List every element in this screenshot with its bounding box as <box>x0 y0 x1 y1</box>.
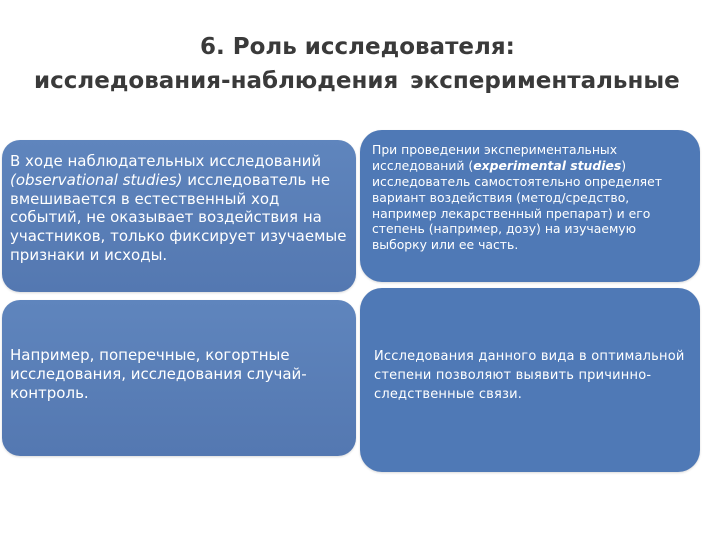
observational-examples-box <box>2 300 356 456</box>
experimental-description-text: При проведении экспериментальных исследований (experimental studies) исследователь самостоятельно определяет вариант воздействия (метод/средство, например лекарственный препарат) и его степень (например, дозу) на изучаемую выборку или ее часть. <box>372 142 662 253</box>
slide-title: 6. Роль исследователя: <box>200 34 515 60</box>
observational-description-box <box>2 140 356 292</box>
experimental-description-box <box>360 130 700 282</box>
observational-description-text: В ходе наблюдательных исследований (observational studies) исследователь не вмешивается в естественный ход событий, не оказывает воздействия на участников, только фиксирует изучаемые признаки и исходы. <box>10 152 347 264</box>
column-heading-observational: исследования-наблюдения <box>34 68 399 94</box>
observational-examples-text: Например, поперечные, когортные исследования, исследования случай-контроль. <box>10 346 307 402</box>
experimental-advantage-box <box>360 288 700 472</box>
observational-term: (observational studies) <box>10 170 183 189</box>
column-heading-experimental: экспериментальные <box>410 68 680 94</box>
experimental-advantage-text: Исследования данного вида в оптимальной степени позволяют выявить причинно-следственные связи. <box>374 349 685 402</box>
experimental-term: experimental studies <box>473 157 622 173</box>
